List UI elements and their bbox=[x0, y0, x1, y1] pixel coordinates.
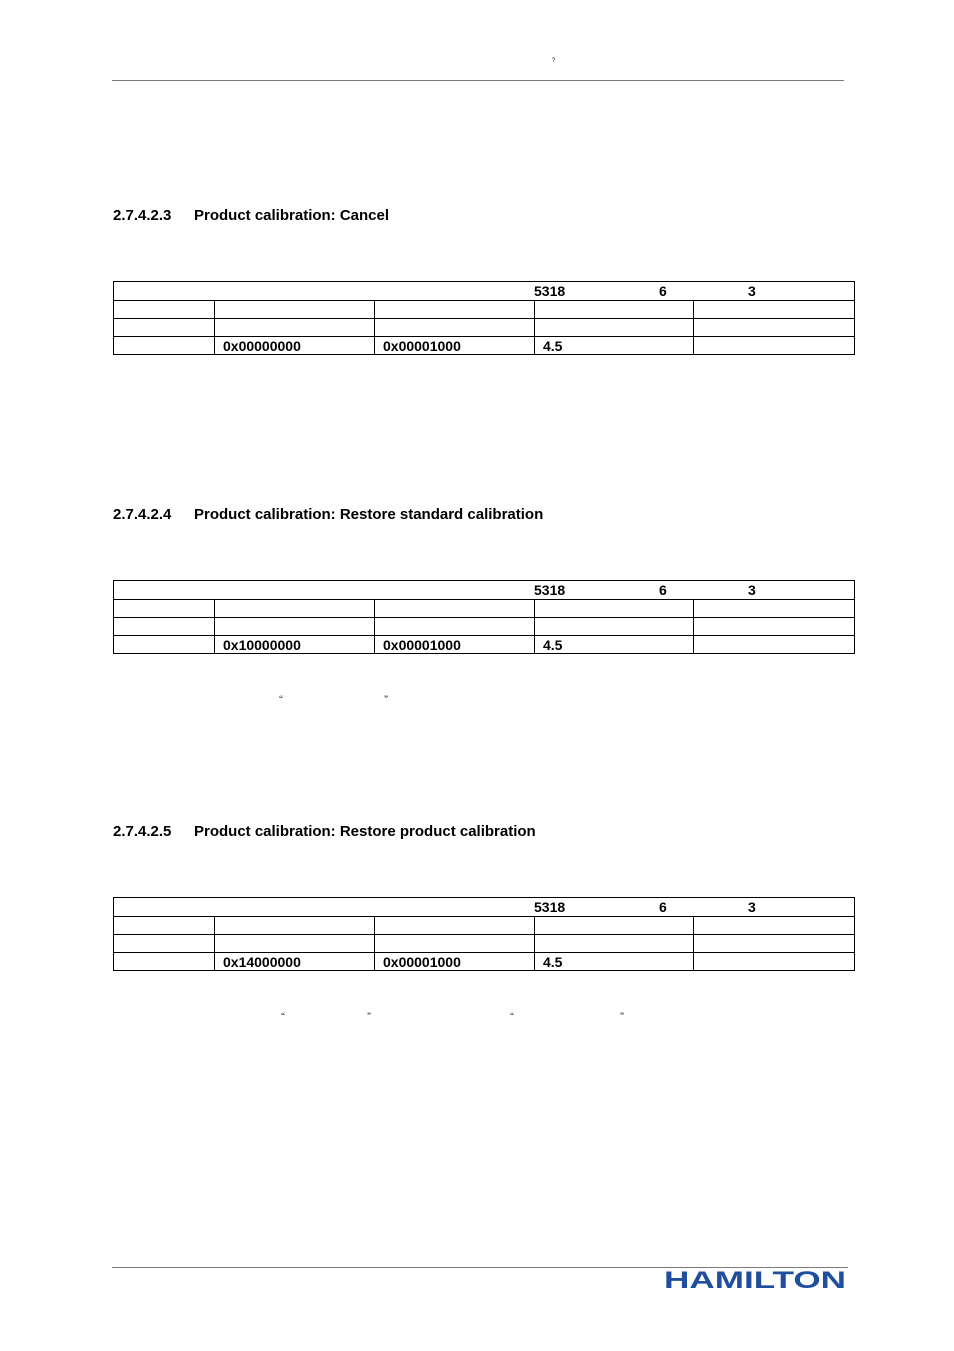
register-table-restore-standard bbox=[113, 580, 855, 654]
logo-text: HAMILTON bbox=[664, 1267, 846, 1294]
close-quote: ” bbox=[384, 694, 388, 704]
register-number: 5318 bbox=[534, 582, 566, 598]
table-header-row bbox=[114, 581, 855, 600]
register-number: 5318 bbox=[534, 899, 566, 915]
table-cell bbox=[114, 337, 215, 355]
hamilton-logo bbox=[664, 1265, 846, 1295]
table-row bbox=[114, 319, 855, 337]
table-cell: 4.5 bbox=[535, 953, 694, 971]
table-cell bbox=[694, 337, 855, 355]
table-cell: 0x00001000 bbox=[375, 953, 535, 971]
register-table-restore-product bbox=[113, 897, 855, 971]
section-number: 2.7.4.2.3 bbox=[113, 207, 172, 224]
section-heading-cancel bbox=[113, 207, 389, 224]
table-cell: 4.5 bbox=[535, 337, 694, 355]
register-count: 6 bbox=[659, 283, 667, 299]
table-cell bbox=[114, 953, 215, 971]
header-rule bbox=[112, 80, 844, 81]
function-code: 3 bbox=[748, 899, 756, 915]
register-number: 5318 bbox=[534, 283, 566, 299]
table-cell: 0x00000000 bbox=[215, 337, 375, 355]
section-number: 2.7.4.2.5 bbox=[113, 823, 172, 840]
table-row bbox=[114, 600, 855, 618]
table-cell: 4.5 bbox=[535, 636, 694, 654]
table-cell bbox=[694, 636, 855, 654]
section-heading-restore-standard bbox=[113, 506, 543, 523]
table-cell: 0x00001000 bbox=[375, 636, 535, 654]
section-number: 2.7.4.2.4 bbox=[113, 506, 172, 523]
table-header-row bbox=[114, 282, 855, 301]
table-cell: 0x14000000 bbox=[215, 953, 375, 971]
section-title: Product calibration: Restore product calibration bbox=[194, 823, 536, 840]
table-cell bbox=[114, 636, 215, 654]
table-cell: 0x00001000 bbox=[375, 337, 535, 355]
table-row bbox=[114, 618, 855, 636]
close-quote: ” bbox=[367, 1011, 371, 1021]
table-value-row bbox=[114, 953, 855, 971]
open-quote: “ bbox=[281, 1011, 285, 1021]
register-table-cancel bbox=[113, 281, 855, 355]
table-row bbox=[114, 935, 855, 953]
register-count: 6 bbox=[659, 582, 667, 598]
function-code: 3 bbox=[748, 283, 756, 299]
table-cell bbox=[694, 953, 855, 971]
section-heading-restore-product bbox=[113, 823, 536, 840]
function-code: 3 bbox=[748, 582, 756, 598]
register-count: 6 bbox=[659, 899, 667, 915]
table-header-row bbox=[114, 898, 855, 917]
open-quote: “ bbox=[279, 694, 283, 704]
table-value-row bbox=[114, 337, 855, 355]
header-mark: ? bbox=[552, 58, 556, 64]
table-row bbox=[114, 917, 855, 935]
open-quote: “ bbox=[510, 1011, 514, 1021]
table-cell: 0x10000000 bbox=[215, 636, 375, 654]
section-title: Product calibration: Cancel bbox=[194, 207, 390, 224]
table-value-row bbox=[114, 636, 855, 654]
section-title: Product calibration: Restore standard calibration bbox=[194, 506, 544, 523]
table-row bbox=[114, 301, 855, 319]
close-quote: ” bbox=[620, 1011, 624, 1021]
